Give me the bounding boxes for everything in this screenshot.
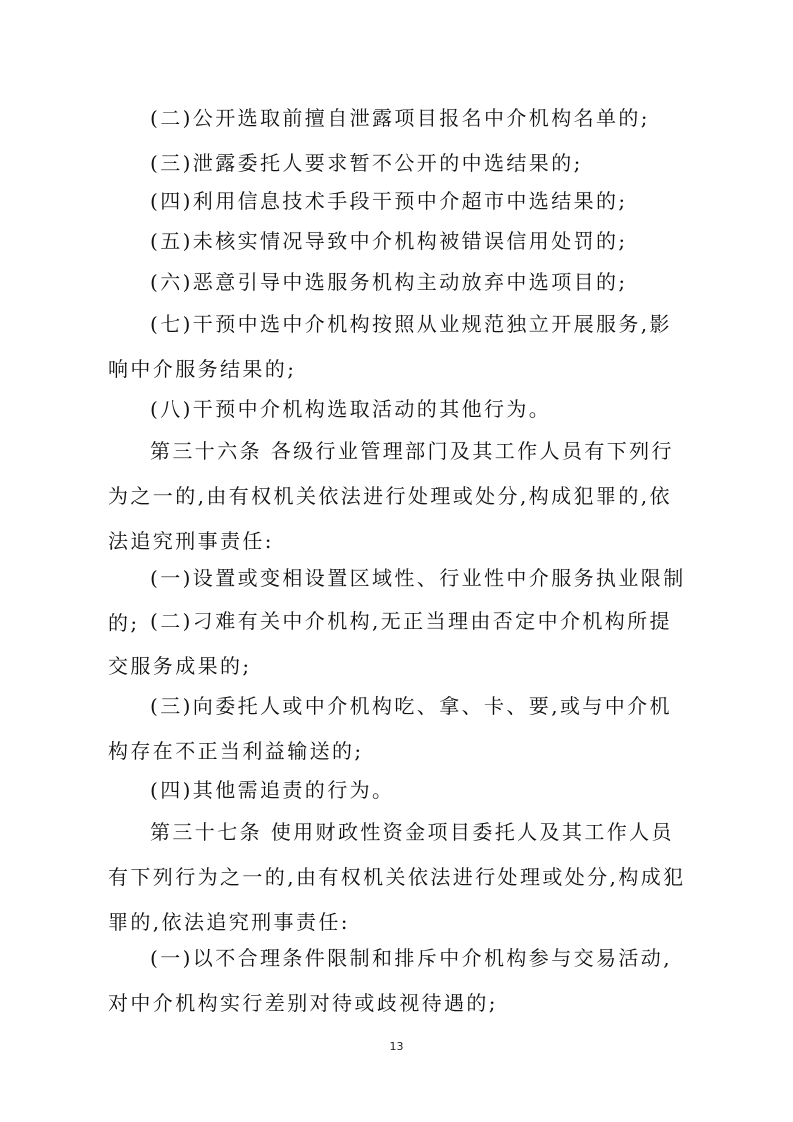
article-36-item-2: (二)刁难有关中介机构,无正当理由否定中介机构所提交服务成果的; xyxy=(108,609,672,678)
article-36-item-3: (三)向委托人或中介机构吃、拿、卡、要,或与中介机构存在不正当利益输送的; xyxy=(108,694,672,763)
page-number: 13 xyxy=(389,1040,404,1053)
paragraph-item-3: (三)泄露委托人要求暂不公开的中选结果的; xyxy=(150,151,583,175)
article-36-item-1: (一)设置或变相设置区域性、行业性中介服务执业限制的; xyxy=(108,566,686,635)
article-37-item-1: (一)以不合理条件限制和排斥中介机构参与交易活动,对中介机构实行差别对待或歧视待遇的; xyxy=(108,946,672,1015)
paragraph-item-4: (四)利用信息技术手段干预中介超市中选结果的; xyxy=(150,189,628,213)
paragraph-item-5: (五)未核实情况导致中介机构被错误信用处罚的; xyxy=(150,229,628,253)
paragraph-item-8: (八)干预中介机构选取活动的其他行为。 xyxy=(150,397,552,421)
article-37: 第三十七条 使用财政性资金项目委托人及其工作人员有下列行为之一的,由有权机关依法进行处理或处分,构成犯罪的,依法追究刑事责任: xyxy=(108,820,686,934)
paragraph-item-6: (六)恶意引导中选服务机构主动放弃中选项目的; xyxy=(150,270,628,294)
article-36: 第三十六条 各级行业管理部门及其工作人员有下列行为之一的,由有权机关依法进行处理或处分,构成犯罪的,依法追究刑事责任: xyxy=(108,439,674,553)
paragraph-item-7: (七)干预中选中介机构按照从业规范独立开展服务,影响中介服务结果的; xyxy=(108,312,672,381)
paragraph-item-2: (二)公开选取前擅自泄露项目报名中介机构名单的; xyxy=(150,106,650,130)
article-36-item-4: (四)其他需追责的行为。 xyxy=(150,778,395,802)
